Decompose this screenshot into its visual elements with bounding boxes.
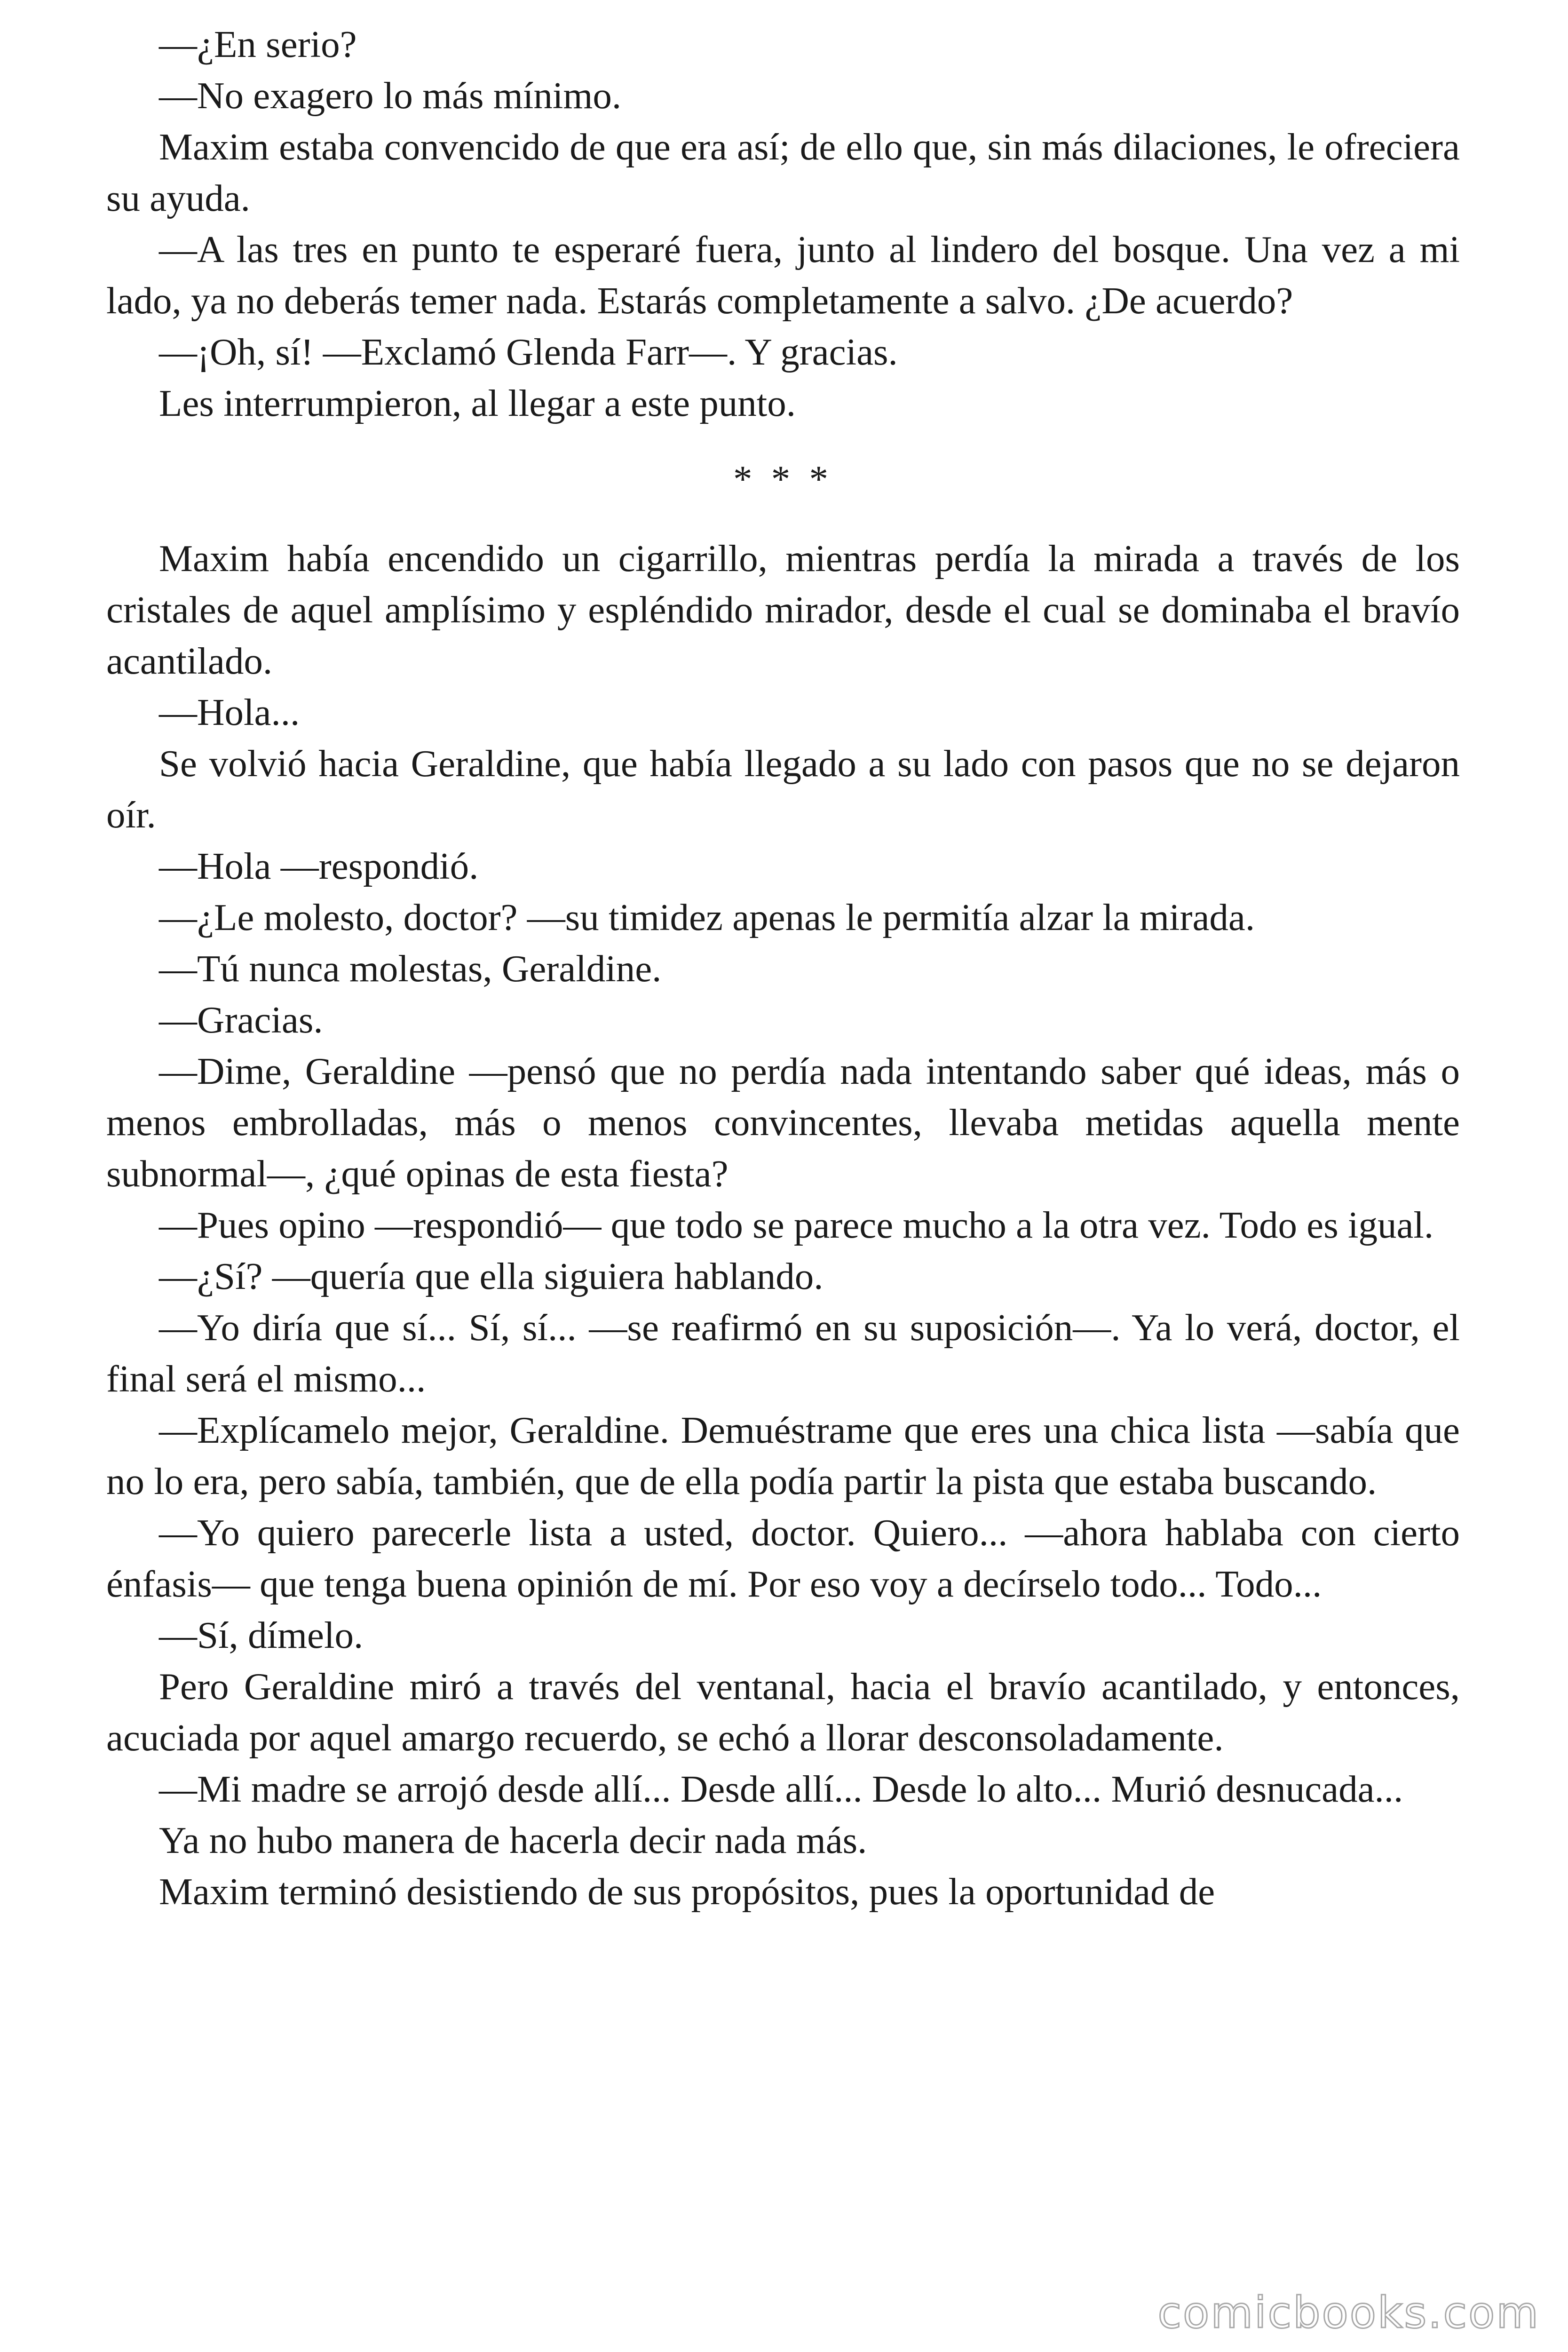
paragraph: Se volvió hacia Geraldine, que había llegado a su lado con pasos que no se dejaron oír. [106, 742, 1460, 836]
paragraph: —Explícamelo mejor, Geraldine. Demuéstrame que eres una chica lista —sabía que no lo era, pero sabía, también, que de ella podía partir la pista que estaba buscando. [106, 1409, 1460, 1502]
paragraph: Ya no hubo manera de hacerla decir nada más. [159, 1819, 867, 1861]
paragraph: —¿Le molesto, doctor? —su timidez apenas le permitía alzar la mirada. [159, 896, 1255, 938]
paragraph: —Tú nunca molestas, Geraldine. [159, 947, 662, 990]
paragraph: —Hola —respondió. [159, 845, 479, 887]
paragraph: Les interrumpieron, al llegar a este punto. [159, 382, 796, 424]
paragraph: —Yo quiero parecerle lista a usted, doctor. Quiero... —ahora hablaba con cierto énfasis— que tenga buena opinión de mí. Por eso voy a decírselo todo... Todo... [106, 1511, 1460, 1605]
page-text [106, 19, 1460, 1917]
paragraph: —A las tres en punto te esperaré fuera, junto al lindero del bosque. Una vez a mi lado, ya no deberás temer nada. Estarás completamente a salvo. ¿De acuerdo? [106, 228, 1460, 322]
paragraph: —¿En serio? [159, 23, 357, 65]
paragraph: —Gracias. [159, 999, 323, 1041]
paragraph: Maxim terminó desistiendo de sus propósitos, pues la oportunidad de [159, 1870, 1215, 1913]
paragraph: —Pues opino —respondió— que todo se parece mucho a la otra vez. Todo es igual. [159, 1204, 1434, 1246]
paragraph: —Yo diría que sí... Sí, sí... —se reafirmó en su suposición—. Ya lo verá, doctor, el final será el mismo... [106, 1306, 1460, 1400]
section-separator: * * * [733, 458, 833, 500]
watermark: comicbooks.com [1157, 2288, 1540, 2338]
paragraph: —No exagero lo más mínimo. [159, 74, 622, 117]
paragraph: Pero Geraldine miró a través del ventanal, hacia el bravío acantilado, y entonces, acuciada por aquel amargo recuerdo, se echó a llorar desconsoladamente. [106, 1665, 1460, 1759]
paragraph: —¿Sí? —quería que ella siguiera hablando. [159, 1255, 824, 1297]
paragraph: —Mi madre se arrojó desde allí... Desde allí... Desde lo alto... Murió desnucada... [159, 1768, 1403, 1810]
paragraph: —Sí, dímelo. [159, 1614, 364, 1656]
paragraph: —¡Oh, sí! —Exclamó Glenda Farr—. Y gracias. [159, 331, 898, 373]
paragraph: Maxim había encendido un cigarrillo, mientras perdía la mirada a través de los cristales de aquel amplísimo y espléndido mirador, desde el cual se dominaba el bravío acantilado. [106, 537, 1460, 682]
paragraph: —Hola... [159, 691, 300, 733]
paragraph: —Dime, Geraldine —pensó que no perdía nada intentando saber qué ideas, más o menos embrolladas, más o menos convincentes, llevaba metidas aquella mente subnormal—, ¿qué opinas de esta fiesta? [106, 1050, 1460, 1195]
paragraph: Maxim estaba convencido de que era así; de ello que, sin más dilaciones, le ofreciera su ayuda. [106, 126, 1460, 219]
